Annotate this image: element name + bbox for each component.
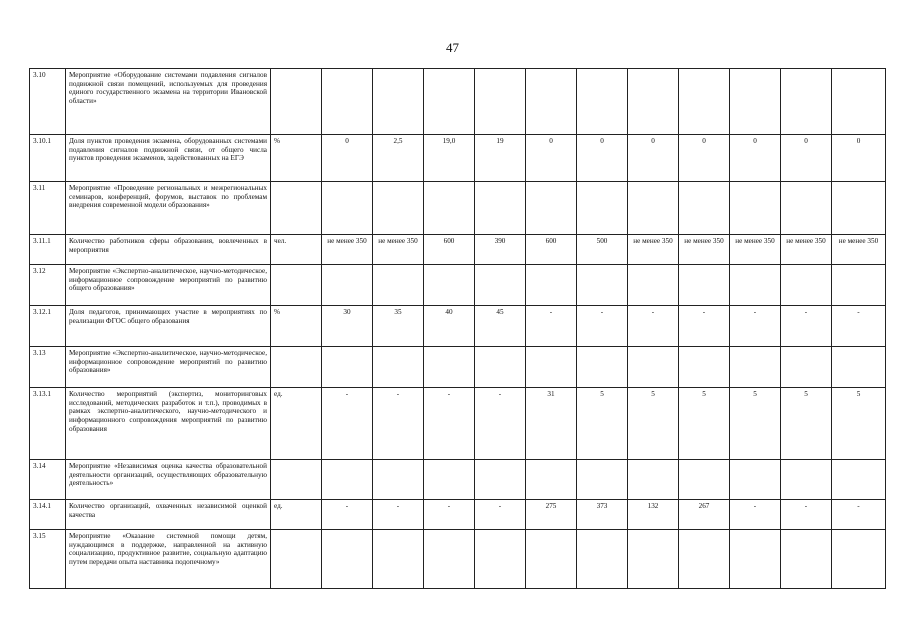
row-description: Количество мероприятий (экспертиз, мониторинговых исследований, методических разработок и т.п.), проводимых в рамках экспертно-аналитического, научно-методического и информационного сопровождения мероприятий по развитию образования xyxy=(66,388,271,460)
value-cell xyxy=(322,460,373,500)
row-unit: чел. xyxy=(271,235,322,265)
value-cell xyxy=(526,182,577,235)
value-cell: - xyxy=(832,306,886,347)
indicators-table xyxy=(29,68,886,589)
value-cell: - xyxy=(322,388,373,460)
value-cell xyxy=(679,460,730,500)
value-cell xyxy=(424,460,475,500)
value-cell xyxy=(475,69,526,135)
value-cell: - xyxy=(424,388,475,460)
value-cell: 2,5 xyxy=(373,135,424,182)
row-description: Мероприятие «Оказание системной помощи детям, нуждающимся в поддержке, направленной на активную социализацию, продуктивное развитие, социальную адаптацию путем передачи опыта наставника подопечному» xyxy=(66,530,271,589)
value-cell: 0 xyxy=(628,135,679,182)
table-row xyxy=(30,530,886,589)
value-cell: 0 xyxy=(730,135,781,182)
row-number: 3.12 xyxy=(30,265,66,306)
value-cell: не менее 350 xyxy=(679,235,730,265)
value-cell xyxy=(781,530,832,589)
table-row xyxy=(30,135,886,182)
value-cell: 19,0 xyxy=(424,135,475,182)
value-cell xyxy=(730,265,781,306)
row-unit: % xyxy=(271,306,322,347)
value-cell: не менее 350 xyxy=(832,235,886,265)
value-cell xyxy=(475,460,526,500)
value-cell xyxy=(730,347,781,388)
value-cell: 132 xyxy=(628,500,679,530)
table-row xyxy=(30,69,886,135)
table-row xyxy=(30,235,886,265)
value-cell: 45 xyxy=(475,306,526,347)
row-unit xyxy=(271,69,322,135)
value-cell xyxy=(475,347,526,388)
value-cell xyxy=(373,347,424,388)
value-cell xyxy=(424,530,475,589)
value-cell: - xyxy=(832,500,886,530)
table-row xyxy=(30,265,886,306)
value-cell: - xyxy=(424,500,475,530)
value-cell: 5 xyxy=(781,388,832,460)
value-cell xyxy=(832,460,886,500)
value-cell xyxy=(322,265,373,306)
row-description: Мероприятие «Оборудование системами подавления сигналов подвижной связи помещений, используемых для проведения единого государственного экзамена на территории Ивановской области» xyxy=(66,69,271,135)
value-cell xyxy=(577,460,628,500)
value-cell: 0 xyxy=(322,135,373,182)
row-description: Мероприятие «Независимая оценка качества образовательной деятельности организаций, осуществляющих образовательную деятельность» xyxy=(66,460,271,500)
value-cell xyxy=(475,265,526,306)
value-cell xyxy=(628,182,679,235)
value-cell xyxy=(730,460,781,500)
value-cell xyxy=(475,530,526,589)
value-cell xyxy=(628,347,679,388)
value-cell: - xyxy=(475,388,526,460)
value-cell xyxy=(322,347,373,388)
row-unit xyxy=(271,530,322,589)
table-row xyxy=(30,182,886,235)
value-cell xyxy=(424,69,475,135)
value-cell xyxy=(577,182,628,235)
value-cell xyxy=(628,460,679,500)
row-description: Мероприятие «Экспертно-аналитическое, научно-методическое, информационное сопровождение мероприятий по развитию образования» xyxy=(66,347,271,388)
value-cell xyxy=(373,182,424,235)
value-cell: - xyxy=(475,500,526,530)
table-row xyxy=(30,347,886,388)
value-cell xyxy=(781,460,832,500)
table-row xyxy=(30,388,886,460)
value-cell: не менее 350 xyxy=(781,235,832,265)
value-cell xyxy=(781,347,832,388)
row-unit xyxy=(271,265,322,306)
row-description: Мероприятие «Экспертно-аналитическое, научно-методическое, информационное сопровождение мероприятий по развитию общего образования» xyxy=(66,265,271,306)
value-cell xyxy=(781,69,832,135)
value-cell: 5 xyxy=(730,388,781,460)
value-cell xyxy=(781,182,832,235)
table-row xyxy=(30,500,886,530)
row-unit xyxy=(271,182,322,235)
table-row xyxy=(30,460,886,500)
value-cell: - xyxy=(373,388,424,460)
value-cell: - xyxy=(730,306,781,347)
value-cell: 0 xyxy=(577,135,628,182)
value-cell: - xyxy=(781,500,832,530)
value-cell xyxy=(424,265,475,306)
value-cell xyxy=(832,182,886,235)
value-cell xyxy=(781,265,832,306)
row-number: 3.15 xyxy=(30,530,66,589)
value-cell xyxy=(730,182,781,235)
value-cell xyxy=(322,69,373,135)
value-cell xyxy=(679,182,730,235)
row-description: Доля пунктов проведения экзамена, оборудованных системами подавления сигналов подвижной связи, от общего числа пунктов проведения экзаменов, задействованных на ЕГЭ xyxy=(66,135,271,182)
value-cell xyxy=(832,265,886,306)
row-number: 3.13.1 xyxy=(30,388,66,460)
value-cell xyxy=(577,265,628,306)
value-cell xyxy=(322,530,373,589)
value-cell xyxy=(730,530,781,589)
value-cell: не менее 350 xyxy=(628,235,679,265)
value-cell xyxy=(730,69,781,135)
value-cell: 600 xyxy=(424,235,475,265)
value-cell xyxy=(526,530,577,589)
value-cell xyxy=(577,530,628,589)
value-cell xyxy=(526,69,577,135)
value-cell: - xyxy=(679,306,730,347)
row-description: Количество организаций, охваченных независимой оценкой качества xyxy=(66,500,271,530)
value-cell: - xyxy=(781,306,832,347)
value-cell xyxy=(424,347,475,388)
value-cell xyxy=(832,347,886,388)
row-number: 3.14 xyxy=(30,460,66,500)
value-cell xyxy=(628,265,679,306)
value-cell xyxy=(577,69,628,135)
value-cell: 390 xyxy=(475,235,526,265)
value-cell: 5 xyxy=(628,388,679,460)
value-cell: 5 xyxy=(577,388,628,460)
value-cell xyxy=(373,265,424,306)
value-cell: - xyxy=(577,306,628,347)
row-unit xyxy=(271,460,322,500)
value-cell: - xyxy=(730,500,781,530)
row-unit xyxy=(271,347,322,388)
value-cell: - xyxy=(628,306,679,347)
value-cell: не менее 350 xyxy=(373,235,424,265)
value-cell: 40 xyxy=(424,306,475,347)
value-cell: 267 xyxy=(679,500,730,530)
value-cell: 500 xyxy=(577,235,628,265)
value-cell xyxy=(526,460,577,500)
value-cell: 19 xyxy=(475,135,526,182)
value-cell xyxy=(577,347,628,388)
row-description: Доля педагогов, принимающих участие в мероприятиях по реализации ФГОС общего образования xyxy=(66,306,271,347)
row-number: 3.14.1 xyxy=(30,500,66,530)
value-cell xyxy=(679,347,730,388)
value-cell xyxy=(679,265,730,306)
value-cell: 30 xyxy=(322,306,373,347)
row-number: 3.11 xyxy=(30,182,66,235)
row-number: 3.11.1 xyxy=(30,235,66,265)
row-number: 3.12.1 xyxy=(30,306,66,347)
row-description: Количество работников сферы образования, вовлеченных в мероприятия xyxy=(66,235,271,265)
value-cell: - xyxy=(322,500,373,530)
value-cell: 31 xyxy=(526,388,577,460)
row-number: 3.13 xyxy=(30,347,66,388)
value-cell xyxy=(373,69,424,135)
value-cell xyxy=(526,265,577,306)
value-cell xyxy=(475,182,526,235)
row-number: 3.10.1 xyxy=(30,135,66,182)
table-row xyxy=(30,306,886,347)
value-cell: 35 xyxy=(373,306,424,347)
value-cell: 0 xyxy=(679,135,730,182)
value-cell: 0 xyxy=(781,135,832,182)
row-number: 3.10 xyxy=(30,69,66,135)
value-cell: не менее 350 xyxy=(730,235,781,265)
value-cell xyxy=(628,530,679,589)
value-cell xyxy=(628,69,679,135)
value-cell: 373 xyxy=(577,500,628,530)
value-cell xyxy=(679,69,730,135)
value-cell xyxy=(679,530,730,589)
value-cell xyxy=(526,347,577,388)
value-cell: 0 xyxy=(832,135,886,182)
value-cell: 0 xyxy=(526,135,577,182)
value-cell: - xyxy=(373,500,424,530)
value-cell xyxy=(832,530,886,589)
value-cell xyxy=(322,182,373,235)
row-unit: ед. xyxy=(271,388,322,460)
value-cell xyxy=(373,460,424,500)
value-cell: не менее 350 xyxy=(322,235,373,265)
value-cell: 600 xyxy=(526,235,577,265)
page-number: 47 xyxy=(446,40,459,55)
value-cell xyxy=(373,530,424,589)
value-cell: 275 xyxy=(526,500,577,530)
value-cell: 5 xyxy=(832,388,886,460)
row-description: Мероприятие «Проведение региональных и межрегиональных семинаров, конференций, форумов, выставок по проблемам внедрения современной модели образования» xyxy=(66,182,271,235)
value-cell xyxy=(424,182,475,235)
value-cell xyxy=(832,69,886,135)
value-cell: - xyxy=(526,306,577,347)
row-unit: % xyxy=(271,135,322,182)
row-unit: ед. xyxy=(271,500,322,530)
value-cell: 5 xyxy=(679,388,730,460)
